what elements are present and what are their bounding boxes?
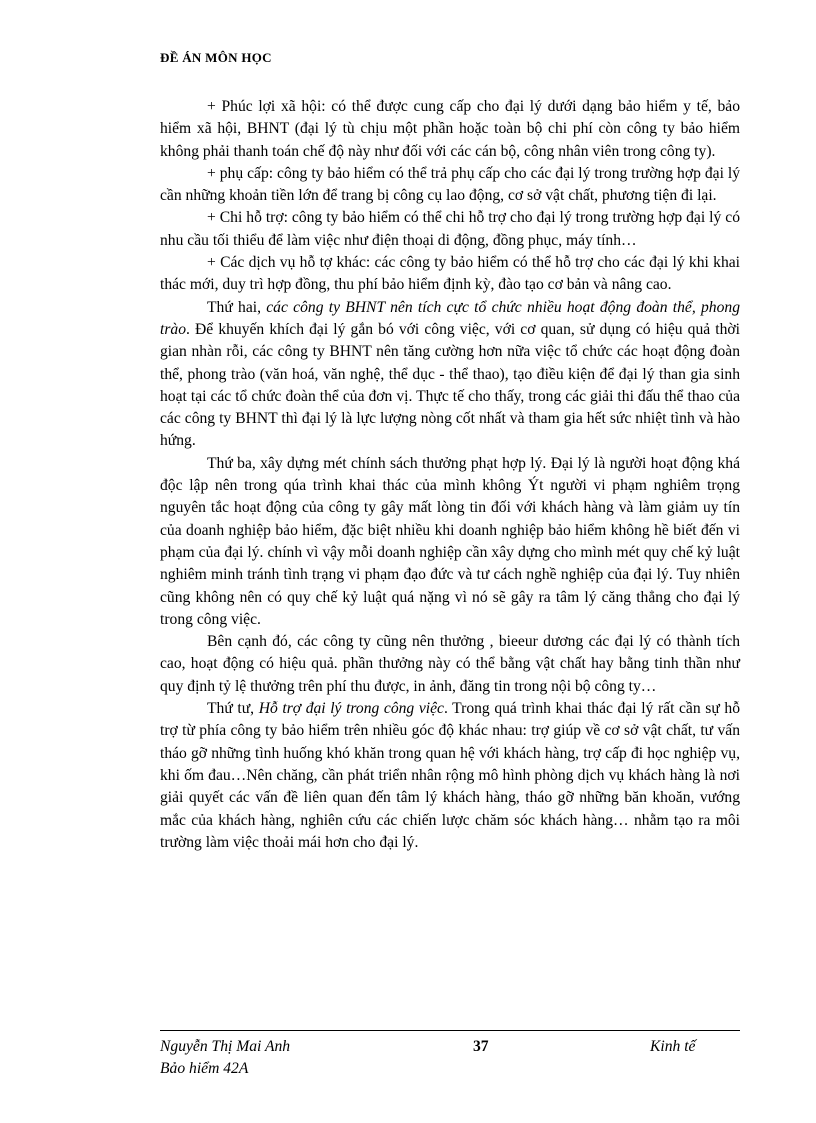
paragraph-lead: Thứ hai, [207, 298, 267, 316]
paragraph-rest: . Trong quá trình khai thác đại lý rất cần sự hỗ trợ từ phía công ty bảo hiểm trên nhiều góc độ khác nhau: trợ giúp về cơ sở vật chất, tư vấn tháo gỡ những tình huống khó khăn trong quan hệ với khách hàng, trợ cấp đi học nghiệp vụ, khi ốm đau…Nên chăng, cần phát triển nhân rộng mô hình phòng dịch vụ khách hàng là nơi giải quyết các vấn đề liên quan đến tâm lý khách hàng, tháo gỡ những băn khoăn, vướng mắc của khách hàng, nghiên cứu các chiến lược chăm sóc khách hàng… nhằm tạo ra môi trường làm việc thoải mái hơn cho đại lý. [160, 700, 740, 851]
footer-author: Nguyễn Thị Mai Anh [160, 1038, 291, 1055]
paragraph-social-welfare: + Phúc lợi xã hội: có thể được cung cấp cho đại lý dưới dạng bảo hiểm y tế, bảo hiểm xã hội, BHNT (đại lý tù chịu một phần hoặc toàn bộ chi phí còn công ty bảo hiểm không phải thanh toán chế độ này như đối với các cán bộ, công nhân viên trong công ty). [160, 98, 740, 160]
footer-class: Bảo hiểm 42A [160, 1060, 249, 1077]
footer-divider [160, 1030, 740, 1031]
footer-department: Kinh tế [650, 1038, 696, 1055]
paragraph-other-services: + Các dịch vụ hỗ tợ khác: các công ty bảo hiểm có thể hỗ trợ cho các đại lý khi khai thác mới, duy trì hợp đồng, thu phí bảo hiểm định kỳ, đào tạo cơ bản và nâng cao. [160, 254, 740, 294]
paragraph-lead: Thứ tư, [207, 700, 259, 718]
paragraph-allowance: + phụ cấp: công ty bảo hiểm có thể trả phụ cấp cho các đại lý trong trường hợp đại lý cần những khoản tiền lớn để trang bị công cụ lao động, cơ sở vật chất, phương tiện đi lại. [160, 164, 740, 205]
paragraph-support: + Chi hỗ trợ: công ty bảo hiểm có thể chi hỗ trợ cho đại lý trong trường hợp đại lý có nhu cầu tối thiểu để làm việc như điện thoại di động, đồng phục, máy tính… [160, 209, 740, 249]
paragraph-emphasis: Hỗ trợ đại lý trong công việc [258, 700, 444, 718]
paragraph-emphasis: các công ty BHNT nên tích cực tổ chức nhiều hoạt động đoàn thể, phong trào [160, 298, 740, 338]
paragraph-fourth [160, 698, 740, 854]
paragraph-rest: . Để khuyến khích đại lý gắn bó với công việc, với cơ quan, sử dụng có hiệu quả thời gian nhàn rỗi, các công ty BHNT nên tăng cường hơn nữa việc tổ chức các hoạt động đoàn thể, phong trào (văn hoá, văn nghệ, thể dục - thể thao), tạo điều kiện để đại lý than gia sinh hoạt tại các tổ chức đoàn thể của đơn vị. Thực tế cho thấy, trong các giải thi đấu thể thao của các công ty BHNT thì đại lý là lực lượng nòng cốt nhất và tham gia hết sức nhiệt tình và hào hứng. [160, 320, 740, 450]
document-header: ĐỀ ÁN MÔN HỌC [160, 50, 272, 65]
paragraph-third: Thứ ba, xây dựng mét chính sách thưởng phạt hợp lý. Đại lý là người hoạt động khá độc lập nên trong qúa trình khai thác của mình không Ýt người vi phạm nghiêm trọng nguyên tắc hoạt động của công ty gây mất lòng tin đối với khách hàng và làm giảm uy tín của doanh nghiệp bảo hiểm, đặc biệt nhiều khi doanh nghiệp bảo hiểm không hề biết đến vi phạm của đại lý. chính vì vậy mỗi doanh nghiệp cần xây dựng cho mình mét quy chế kỷ luật nghiêm minh tránh tình trạng vi phạm đạo đức và tư cách nghề nghiệp của đại lý. Tuy nhiên cũng không nên có quy chế kỷ luật quá nặng vì nó sẽ gây ra tâm lý căng thẳng cho đại lý trong công việc. [160, 454, 740, 628]
document-body [160, 96, 740, 854]
page-number: 37 [473, 1038, 489, 1055]
paragraph-second [160, 297, 740, 453]
paragraph-rewards: Bên cạnh đó, các công ty cũng nên thưởng , bieeur dương các đại lý có thành tích cao, hoạt động có hiệu quả. phần thưởng này có thể bằng vật chất hay bằng tinh thần như quy định tỷ lệ thưởng trên phí thu được, in ảnh, đăng tin trong nội bộ công ty… [160, 633, 740, 695]
